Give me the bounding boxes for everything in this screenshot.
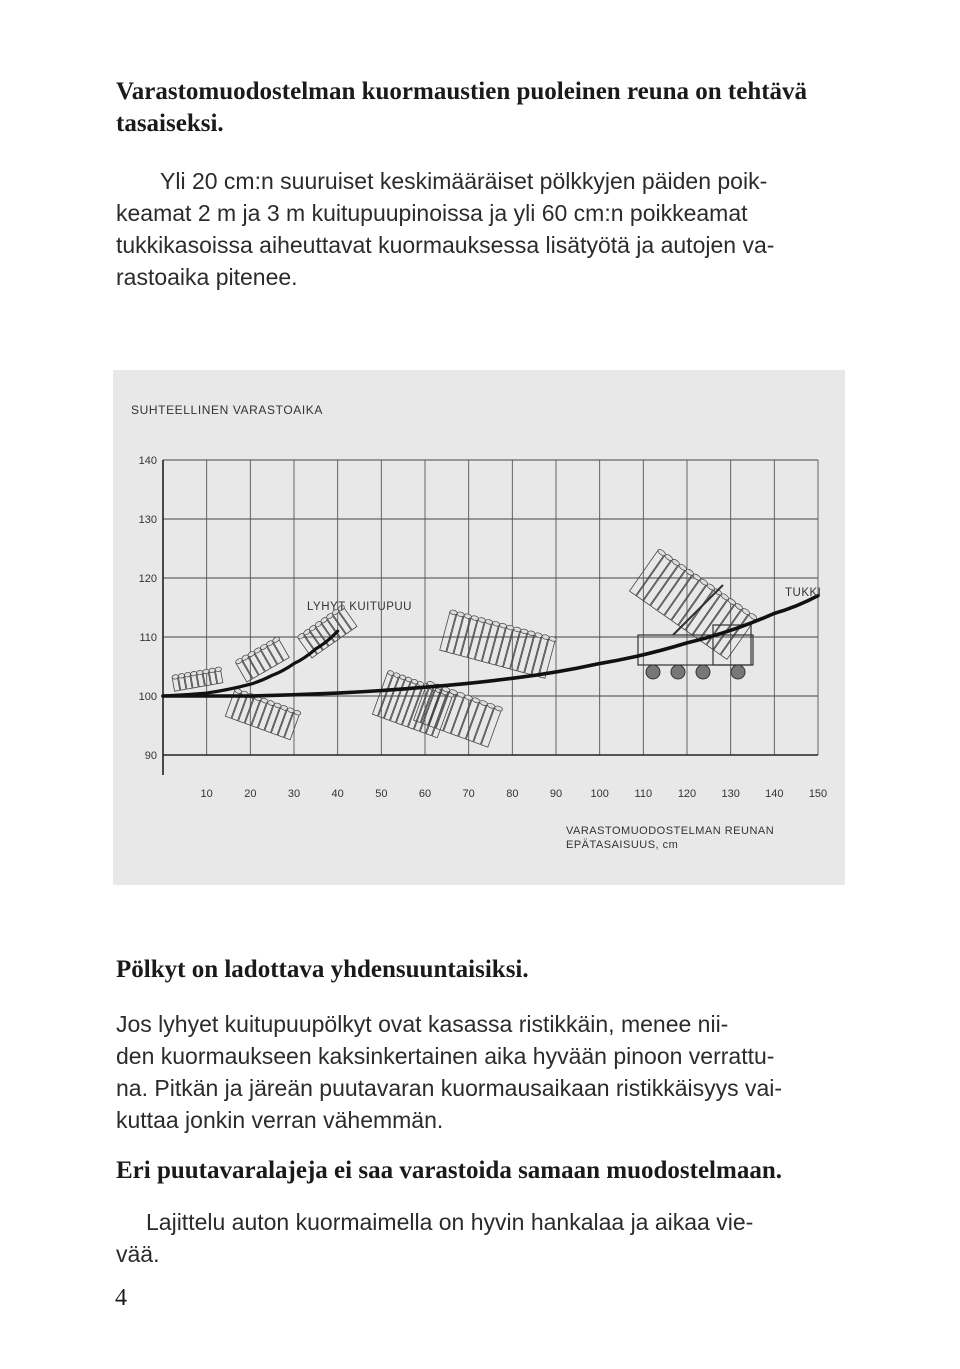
log-sketch bbox=[489, 625, 505, 665]
x-tick-label: 20 bbox=[244, 788, 257, 800]
x-tick-label: 30 bbox=[287, 788, 301, 800]
pile-sketch-1 bbox=[172, 667, 224, 692]
x-tick-label: 110 bbox=[634, 788, 653, 800]
log-sketch bbox=[475, 621, 491, 661]
y-tick-label: 140 bbox=[138, 455, 157, 467]
paragraph-line: den kuormaukseen kaksinkertainen aika hyvään pinoon verrattu- bbox=[116, 1043, 775, 1069]
x-tick-label: 150 bbox=[808, 788, 828, 800]
log-sketch bbox=[372, 672, 392, 716]
y-tick-label: 120 bbox=[138, 573, 157, 585]
page-number: 4 bbox=[115, 1285, 127, 1311]
x-tick-label: 80 bbox=[506, 788, 519, 800]
log-sketch bbox=[503, 629, 519, 669]
paragraph-line: tukkikasoissa aiheuttavat kuormauksessa lisätyötä ja autojen va- bbox=[116, 232, 775, 258]
log-sketch bbox=[384, 676, 404, 720]
log-sketch bbox=[285, 711, 300, 739]
log-sketch bbox=[468, 619, 484, 659]
paragraph-line: na. Pitkän ja järeän puutavaran kuormausaikaan ristikkäisyys vai- bbox=[116, 1075, 783, 1101]
label-short-pulpwood: LYHYT KUITUPUU bbox=[307, 601, 412, 613]
log-sketch bbox=[525, 634, 541, 674]
paragraph-line: keamat 2 m ja 3 m kuitupuupinoissa ja yli 60 cm:n poikkeamat bbox=[116, 200, 748, 226]
log-end-sketch bbox=[293, 709, 301, 716]
truck-wheel bbox=[646, 665, 660, 679]
y-tick-label: 100 bbox=[138, 691, 157, 703]
paragraph-line: Yli 20 cm:n suuruiset keskimääräiset pölkkyjen päiden poik- bbox=[160, 168, 768, 194]
log-sketch bbox=[447, 613, 463, 653]
x-tick-label: 90 bbox=[549, 788, 563, 800]
log-sketch bbox=[245, 697, 260, 725]
y-tick-label: 90 bbox=[144, 750, 157, 762]
heading-line: Varastomuodostelman kuormaustien puoleinen reuna on tehtävä bbox=[116, 78, 808, 105]
log-sketch bbox=[482, 623, 498, 663]
y-tick-label: 130 bbox=[138, 514, 157, 526]
x-tick-label: 100 bbox=[590, 788, 609, 800]
x-tick-label: 60 bbox=[418, 788, 432, 800]
log-sketch bbox=[271, 707, 286, 735]
x-tick-label: 70 bbox=[462, 788, 475, 800]
x-tick-label: 130 bbox=[721, 788, 740, 800]
log-sketch bbox=[252, 699, 267, 727]
log-sketch bbox=[225, 690, 240, 718]
log-sketch bbox=[532, 636, 548, 676]
heading-line: tasaiseksi. bbox=[116, 110, 224, 137]
log-sketch bbox=[278, 709, 293, 737]
paragraph-crosswise bbox=[116, 1008, 846, 1136]
log-sketch bbox=[238, 695, 253, 723]
log-sketch bbox=[390, 678, 410, 722]
heading-separate-assortments: Eri puutavaralajeja ei saa varastoida samaan muodostelmaan. bbox=[116, 1157, 782, 1184]
x-tick-label: 120 bbox=[677, 788, 697, 800]
chart-x-axis-title-line2: EPÄTASAISUUS, cm bbox=[566, 839, 679, 851]
log-sketch bbox=[258, 702, 273, 730]
x-tick-label: 40 bbox=[331, 788, 344, 800]
log-end-sketch bbox=[494, 705, 503, 712]
log-sketch bbox=[686, 589, 721, 634]
paragraph-line: Lajittelu auton kuormaimella on hyvin hankalaa ja aikaa vie- bbox=[146, 1209, 754, 1235]
log-sketch bbox=[630, 550, 665, 595]
pile-sketch-3 bbox=[235, 636, 290, 682]
pile-sketch-6 bbox=[440, 609, 557, 678]
chart-y-axis-title: SUHTEELLINEN VARASTOAIKA bbox=[131, 403, 324, 417]
pile-sketch-8 bbox=[630, 548, 758, 660]
paragraph-line: Jos lyhyet kuitupuupölkyt ovat kasassa ristikkäin, menee nii- bbox=[116, 1011, 729, 1037]
heading-parallel: Pölkyt on ladottava yhdensuuntaisiksi. bbox=[116, 956, 529, 983]
y-tick-label: 110 bbox=[139, 632, 157, 644]
chart-x-axis-title-line1: VARASTOMUODOSTELMAN REUNAN bbox=[566, 825, 775, 837]
x-tick-label: 50 bbox=[375, 788, 388, 800]
log-sketch bbox=[265, 704, 280, 732]
label-log: TUKKI bbox=[785, 587, 822, 599]
truck-wheel bbox=[731, 665, 745, 679]
x-tick-label: 140 bbox=[765, 788, 784, 800]
log-sketch bbox=[440, 611, 456, 651]
paragraph-line: kuttaa jonkin verran vähemmän. bbox=[116, 1107, 444, 1133]
log-sketch bbox=[454, 615, 470, 655]
log-sketch bbox=[518, 632, 534, 672]
log-sketch bbox=[651, 565, 686, 610]
log-sketch bbox=[496, 627, 512, 667]
paragraph-line: rastoaika pitenee. bbox=[116, 264, 298, 290]
pile-sketch-5 bbox=[372, 670, 454, 738]
heading-edge-evenness bbox=[116, 76, 852, 140]
paragraph-sorting bbox=[116, 1206, 846, 1270]
storage-time-figure bbox=[113, 370, 845, 885]
x-tick-label: 10 bbox=[200, 788, 213, 800]
truck-wheel bbox=[671, 665, 685, 679]
storage-time-chart bbox=[113, 370, 845, 885]
chart-grid bbox=[163, 460, 818, 775]
truck-wheel bbox=[696, 665, 710, 679]
paragraph-line: vää. bbox=[116, 1241, 160, 1267]
paragraph-deviation bbox=[116, 165, 846, 293]
log-sketch bbox=[644, 560, 679, 605]
